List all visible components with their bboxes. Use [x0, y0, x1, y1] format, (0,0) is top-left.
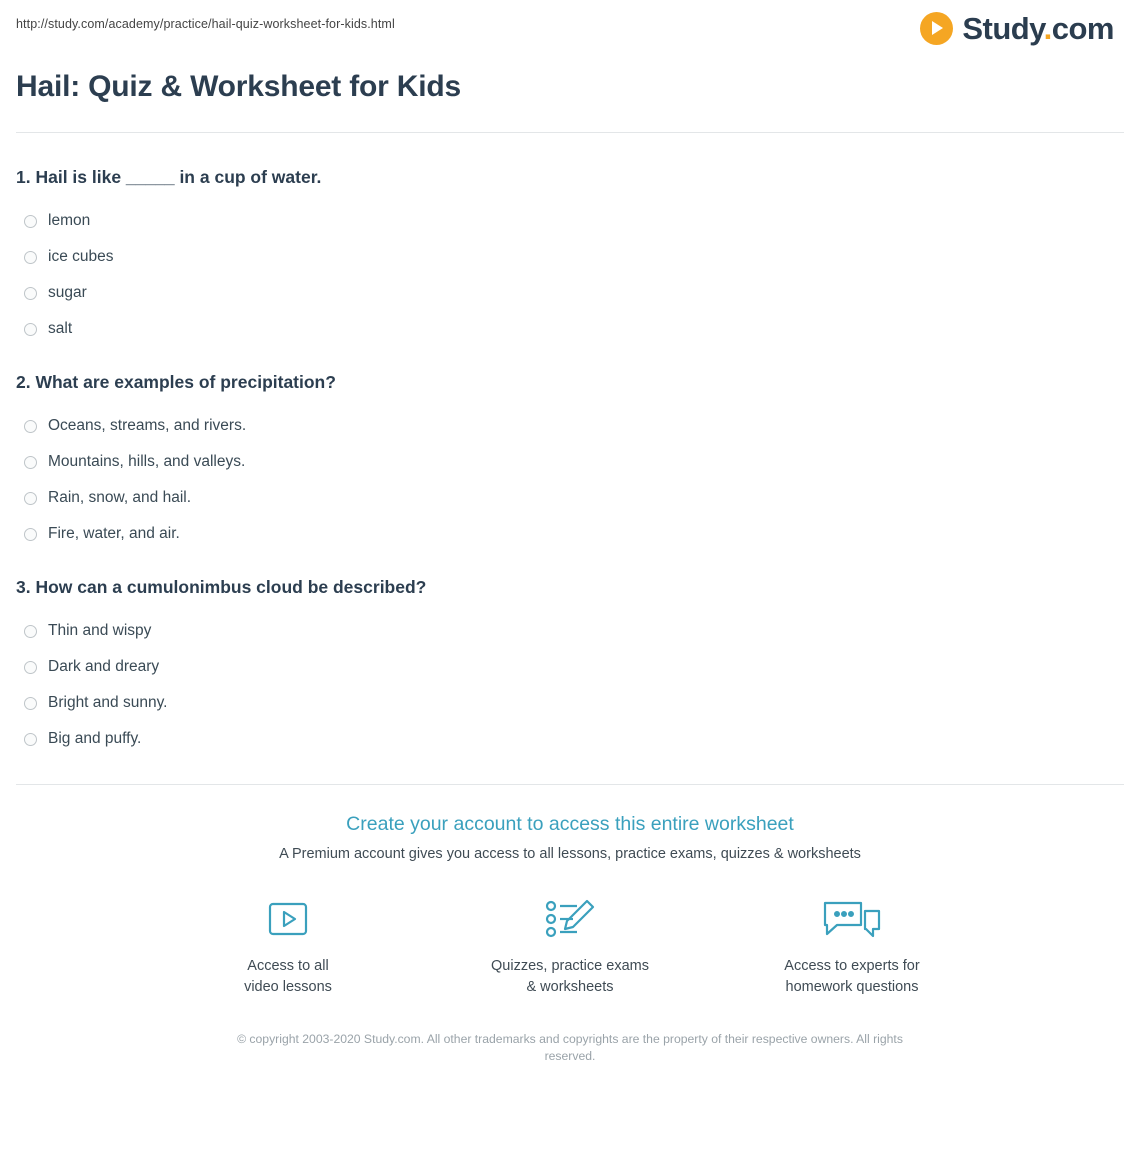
radio-icon[interactable]	[24, 323, 37, 336]
answer-choice[interactable]	[16, 206, 1124, 236]
radio-icon[interactable]	[24, 492, 37, 505]
answer-label: Big and puffy.	[48, 730, 142, 747]
radio-icon[interactable]	[24, 456, 37, 469]
answer-label: Bright and sunny.	[48, 694, 168, 711]
browser-header	[16, 0, 1124, 56]
study-com-logo[interactable]	[920, 12, 1124, 45]
promo-title-link[interactable]: Create your account to access this entire worksheet	[346, 813, 794, 835]
answer-label: Thin and wispy	[48, 622, 152, 639]
feature-line2: homework questions	[785, 978, 919, 995]
radio-icon[interactable]	[24, 697, 37, 710]
answer-choice[interactable]	[16, 616, 1124, 646]
logo-dot: .	[1043, 11, 1052, 46]
logo-wordmark	[962, 13, 1114, 44]
radio-icon[interactable]	[24, 625, 37, 638]
answer-choice[interactable]	[16, 278, 1124, 308]
answer-choice[interactable]	[16, 688, 1124, 718]
answer-choice[interactable]	[16, 314, 1124, 344]
answer-label: Rain, snow, and hail.	[48, 489, 192, 506]
answer-choice[interactable]	[16, 519, 1124, 549]
answer-choice[interactable]	[16, 724, 1124, 754]
feature-video-lessons	[203, 894, 373, 997]
answer-choice[interactable]	[16, 447, 1124, 477]
radio-icon[interactable]	[24, 733, 37, 746]
answer-choice[interactable]	[16, 483, 1124, 513]
answer-choice[interactable]	[16, 242, 1124, 272]
answer-label: ice cubes	[48, 248, 114, 265]
radio-icon[interactable]	[24, 287, 37, 300]
answer-label: Mountains, hills, and valleys.	[48, 453, 246, 470]
chat-bubbles-icon	[767, 894, 937, 946]
radio-icon[interactable]	[24, 215, 37, 228]
promo-subtitle: A Premium account gives you access to all lessons, practice exams, quizzes & worksheets	[279, 846, 861, 862]
question-text: 1. Hail is like _____ in a cup of water.	[16, 167, 322, 187]
quiz-pencil-icon	[485, 894, 655, 946]
answer-label: sugar	[48, 284, 87, 301]
feature-line1: Access to experts for	[784, 958, 920, 974]
question-text: 3. How can a cumulonimbus cloud be described?	[16, 577, 427, 597]
feature-line1: Access to all	[247, 958, 329, 974]
radio-icon[interactable]	[24, 251, 37, 264]
questions-list	[16, 133, 1124, 754]
promo-features	[16, 894, 1124, 997]
question-text: 2. What are examples of precipitation?	[16, 372, 336, 392]
page-title: Hail: Quiz & Worksheet for Kids	[16, 70, 461, 103]
feature-quizzes	[485, 894, 655, 997]
logo-tld: com	[1051, 11, 1114, 46]
answer-choice[interactable]	[16, 652, 1124, 682]
radio-icon[interactable]	[24, 528, 37, 541]
video-play-icon	[203, 894, 373, 946]
answer-label: Fire, water, and air.	[48, 525, 180, 542]
question-item	[16, 372, 1124, 549]
feature-line2: video lessons	[244, 978, 332, 995]
answer-label: Dark and dreary	[48, 658, 160, 675]
premium-promo	[16, 785, 1124, 1065]
page-url: http://study.com/academy/practice/hail-quiz-worksheet-for-kids.html	[16, 17, 395, 31]
question-item	[16, 577, 1124, 754]
copyright-text: © copyright 2003-2020 Study.com. All other trademarks and copyrights are the property of their respective owners. All rights reserved.	[237, 1032, 903, 1064]
answer-label: Oceans, streams, and rivers.	[48, 417, 247, 434]
feature-experts	[767, 894, 937, 997]
play-circle-icon	[920, 12, 953, 45]
feature-line1: Quizzes, practice exams	[491, 958, 649, 974]
answer-label: lemon	[48, 212, 91, 229]
answer-choice[interactable]	[16, 411, 1124, 441]
question-item	[16, 167, 1124, 344]
logo-name: Study	[962, 11, 1044, 46]
radio-icon[interactable]	[24, 661, 37, 674]
answer-label: salt	[48, 320, 73, 337]
feature-line2: & worksheets	[526, 978, 614, 995]
radio-icon[interactable]	[24, 420, 37, 433]
